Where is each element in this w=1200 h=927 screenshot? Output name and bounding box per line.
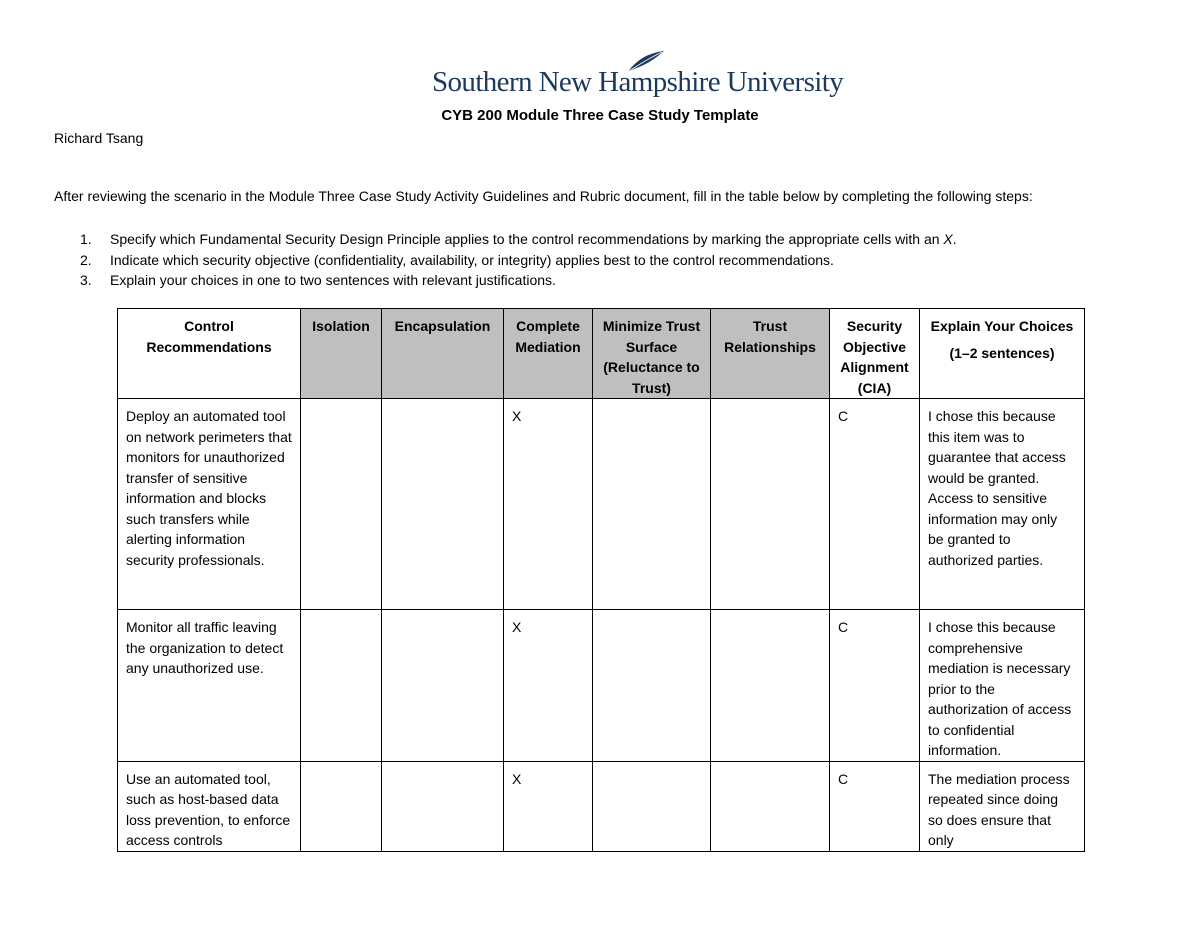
trust-relationships-cell <box>711 610 830 762</box>
column-header-explain-choices <box>920 309 1085 399</box>
column-header-encapsulation: Encapsulation <box>382 309 504 399</box>
cia-cell: C <box>830 761 920 851</box>
complete-mediation-cell: X <box>504 761 593 851</box>
instructions-paragraph: After reviewing the scenario in the Module Three Case Study Activity Guidelines and Rubric document, fill in the table below by completing the following steps: <box>54 188 1033 204</box>
university-logo <box>432 50 844 106</box>
feather-leaf-icon <box>626 50 666 74</box>
cia-cell: C <box>830 399 920 610</box>
step-text-end: . <box>952 231 957 247</box>
minimize-trust-surface-cell <box>593 399 711 610</box>
encapsulation-cell <box>382 399 504 610</box>
list-number: 2. <box>80 251 92 268</box>
recommendation-cell: Use an automated tool, such as host-based data loss prevention, to enforce access controls <box>118 761 301 851</box>
isolation-cell <box>301 761 382 851</box>
explain-header-subtitle: (1–2 sentences) <box>949 344 1055 361</box>
steps-list <box>54 229 957 291</box>
list-item <box>54 229 957 250</box>
list-number: 1. <box>80 231 92 247</box>
isolation-cell <box>301 610 382 762</box>
minimize-trust-surface-cell <box>593 761 711 851</box>
document-title: CYB 200 Module Three Case Study Template <box>441 107 759 124</box>
logo-text: Southern New Hampshire University <box>432 66 844 98</box>
minimize-trust-surface-cell <box>593 610 711 762</box>
cia-cell: C <box>830 610 920 762</box>
encapsulation-cell <box>382 610 504 762</box>
step-text: Indicate which security objective (confidentiality, availability, or integrity) applies best to the control recommendations. <box>110 251 834 268</box>
step-emphasis: X <box>943 231 953 247</box>
isolation-cell <box>301 399 382 610</box>
trust-relationships-cell <box>711 761 830 851</box>
step-text: Specify which Fundamental Security Design Principle applies to the control recommendations by marking the appropriate cells with an <box>110 231 944 247</box>
explain-header-title: Explain Your Choices <box>930 318 1074 334</box>
recommendation-cell: Monitor all traffic leaving the organization to detect any unauthorized use. <box>118 610 301 762</box>
list-number: 3. <box>80 272 92 288</box>
author-name: Richard Tsang <box>54 130 144 146</box>
column-header-minimize-trust-surface: Minimize Trust Surface (Reluctance to Trust) <box>593 309 711 399</box>
column-header-trust-relationships: Trust Relationships <box>711 309 830 399</box>
explanation-cell: I chose this because this item was to guarantee that access would be granted. Access to sensitive information may only be granted to authorized parties. <box>920 399 1085 610</box>
recommendation-cell: Deploy an automated tool on network perimeters that monitors for unauthorized transfer of sensitive information and blocks such transfers while alerting information security professionals. <box>118 399 301 610</box>
explanation-cell: I chose this because comprehensive mediation is necessary prior to the authorization of access to confidential information. <box>920 610 1085 762</box>
trust-relationships-cell <box>711 399 830 610</box>
complete-mediation-cell: X <box>504 610 593 762</box>
column-header-isolation: Isolation <box>301 309 382 399</box>
complete-mediation-cell: X <box>504 399 593 610</box>
table-row <box>118 610 1085 762</box>
table-row <box>118 761 1085 851</box>
step-text: Explain your choices in one to two sentences with relevant justifications. <box>110 272 556 288</box>
security-principles-table <box>117 308 1085 852</box>
table-header-row <box>118 309 1085 399</box>
table-row <box>118 399 1085 610</box>
list-item <box>54 250 957 271</box>
encapsulation-cell <box>382 761 504 851</box>
explanation-cell: The mediation process repeated since doing so does ensure that only <box>920 761 1085 851</box>
column-header-control-recommendations: Control Recommendations <box>118 309 301 399</box>
list-item <box>54 270 957 291</box>
column-header-security-objective: Security Objective Alignment (CIA) <box>830 309 920 399</box>
column-header-complete-mediation: Complete Mediation <box>504 309 593 399</box>
